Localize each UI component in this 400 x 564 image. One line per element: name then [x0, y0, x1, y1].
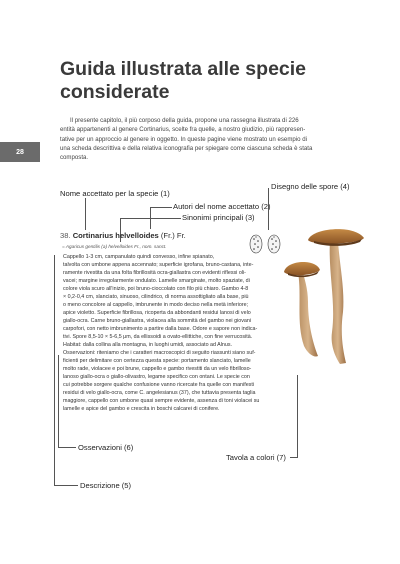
description-line: Cappello 1-3 cm, campanulato quindi convesso, infine spianato,: [63, 254, 215, 260]
description-line: lamelle e apice del gambo e crescita in boschi calcarei di conifere.: [63, 406, 220, 412]
description-line: lanoso giallo-ocra o giallo-olivastro, legame specifico con ontani. Le specie con: [63, 374, 250, 380]
label-disegno-spore: Disegno delle spore (4): [271, 182, 350, 191]
description-line: residui di velo giallo-ocra, come C. angelesianus (37), che tuttavia presenta taglia: [63, 390, 256, 396]
description-line: Osservazioni: riteniamo che i caratteri macroscopici di seguito riassunti siano suf-: [63, 350, 256, 356]
callout-line-tavola-h: [290, 457, 298, 458]
label-descrizione: Descrizione (5): [80, 481, 132, 490]
intro-line: composta.: [60, 154, 89, 162]
callout-line-descrizione: [54, 485, 78, 486]
intro-line: una scheda descrittiva e della relativa iconografia per spiegare come ciascuna scheda è stata: [60, 144, 313, 152]
species-name: Cortinarius helvelloides: [72, 231, 159, 240]
intro-line: tative per un approccio al genere in oggetto. In queste pagine viene mostrato un esempio di: [60, 135, 307, 143]
description-line: cui potrebbe sorgere qualche confusione vanno ricercate fra quelle con manifesti: [63, 382, 255, 388]
callout-line-autori: [150, 207, 172, 208]
label-osservazioni: Osservazioni (6): [78, 443, 134, 452]
intro-line: Il presente capitolo, il più corposo della guida, propone una rassegna illustrata di 226: [70, 117, 299, 124]
description-line: colore viola scuro all'inizio, poi bruno-cioccolato con filo più chiaro. Gambo 4-8: [63, 286, 249, 292]
callout-line-sinonimi: [120, 218, 181, 219]
description-line: molto rade, violacee e poi brune, cappello e gambo rivestiti da un velo fibrilloso-: [63, 366, 252, 372]
description-line: maggiore, cappello con umbone quasi sempre evidente, assenza di toni violacei su: [63, 398, 260, 404]
intro-line: entità appartenenti al genere Cortinarius, scelte fra quelle, a nostro giudizio, più rappresen-: [60, 126, 306, 134]
label-autori: Autori del nome accettato (2): [173, 202, 271, 211]
description-line: giallo-ocra. Carne bruno-giallastra, violacea alla sommità del gambo nei giovani: [63, 318, 252, 324]
title-line-2: considerate: [60, 81, 170, 103]
callout-line-nome: [85, 198, 86, 230]
intro-paragraph: [60, 116, 370, 162]
page-number-tab: 28: [0, 142, 40, 162]
label-sinonimi: Sinonimi principali (3): [182, 213, 255, 222]
description-line: Habitat: dalla collina alla montagna, in luoghi umidi, associato ad Alnus.: [63, 342, 233, 348]
title-line-1: Guida illustrata alle specie: [60, 58, 307, 80]
description-line: ficienti per delimitare con certezza questa specie: portamento slanciato, lamelle: [63, 358, 251, 364]
description-line: tivi. Spore 8,5-10 × 5-6,5 μm, da ellissoidi a ovato-ellittiche, con fine verrucosità.: [63, 334, 253, 340]
description-line: talvolta con umbone appena accennato; superficie igrofana, bruno-castana, inte-: [63, 262, 254, 268]
description-line: apice violetto. Superficie fibrillosa, ricoperta da abbondanti residui lanosi di velo: [63, 310, 251, 316]
page-title: [60, 58, 380, 104]
species-number: 38.: [60, 231, 71, 240]
species-heading: [60, 231, 186, 240]
description-line: × 0,2-0,4 cm, slanciato, sinuoso, cilindrico, di norma assottigliato alla base, più: [63, 294, 249, 300]
description-line: vacei; margine irregolarmente ondulato. Lamelle smarginate, molto spaziate, di: [63, 278, 250, 284]
label-tavola-colori: Tavola a colori (7): [226, 453, 286, 462]
description-line: o meno concolore al cappello, imbrunente in modo deciso nella metà inferiore;: [63, 302, 249, 308]
callout-line-tavola: [297, 375, 298, 457]
mushroom-plate-illustration: [244, 222, 374, 372]
callout-bracket-descrizione: [54, 255, 55, 485]
callout-line-osservazioni: [58, 447, 76, 448]
species-author: (Fr.) Fr.: [160, 231, 186, 240]
description-line: ramente rivestita da una folta fibrillosità ocra-giallastra con evidenti riflessi oli-: [63, 270, 246, 276]
description-line: carpofori, con netto imbrunimento a partire dalla base. Odore e sapore non indica-: [63, 326, 258, 332]
callout-bracket-osservazioni: [58, 355, 59, 447]
label-nome-accettato: Nome accettato per la specie (1): [60, 189, 170, 198]
species-synonyms: = Agaricus gentilis (a) helvelloides Fr., nom. sanct.: [62, 244, 167, 249]
